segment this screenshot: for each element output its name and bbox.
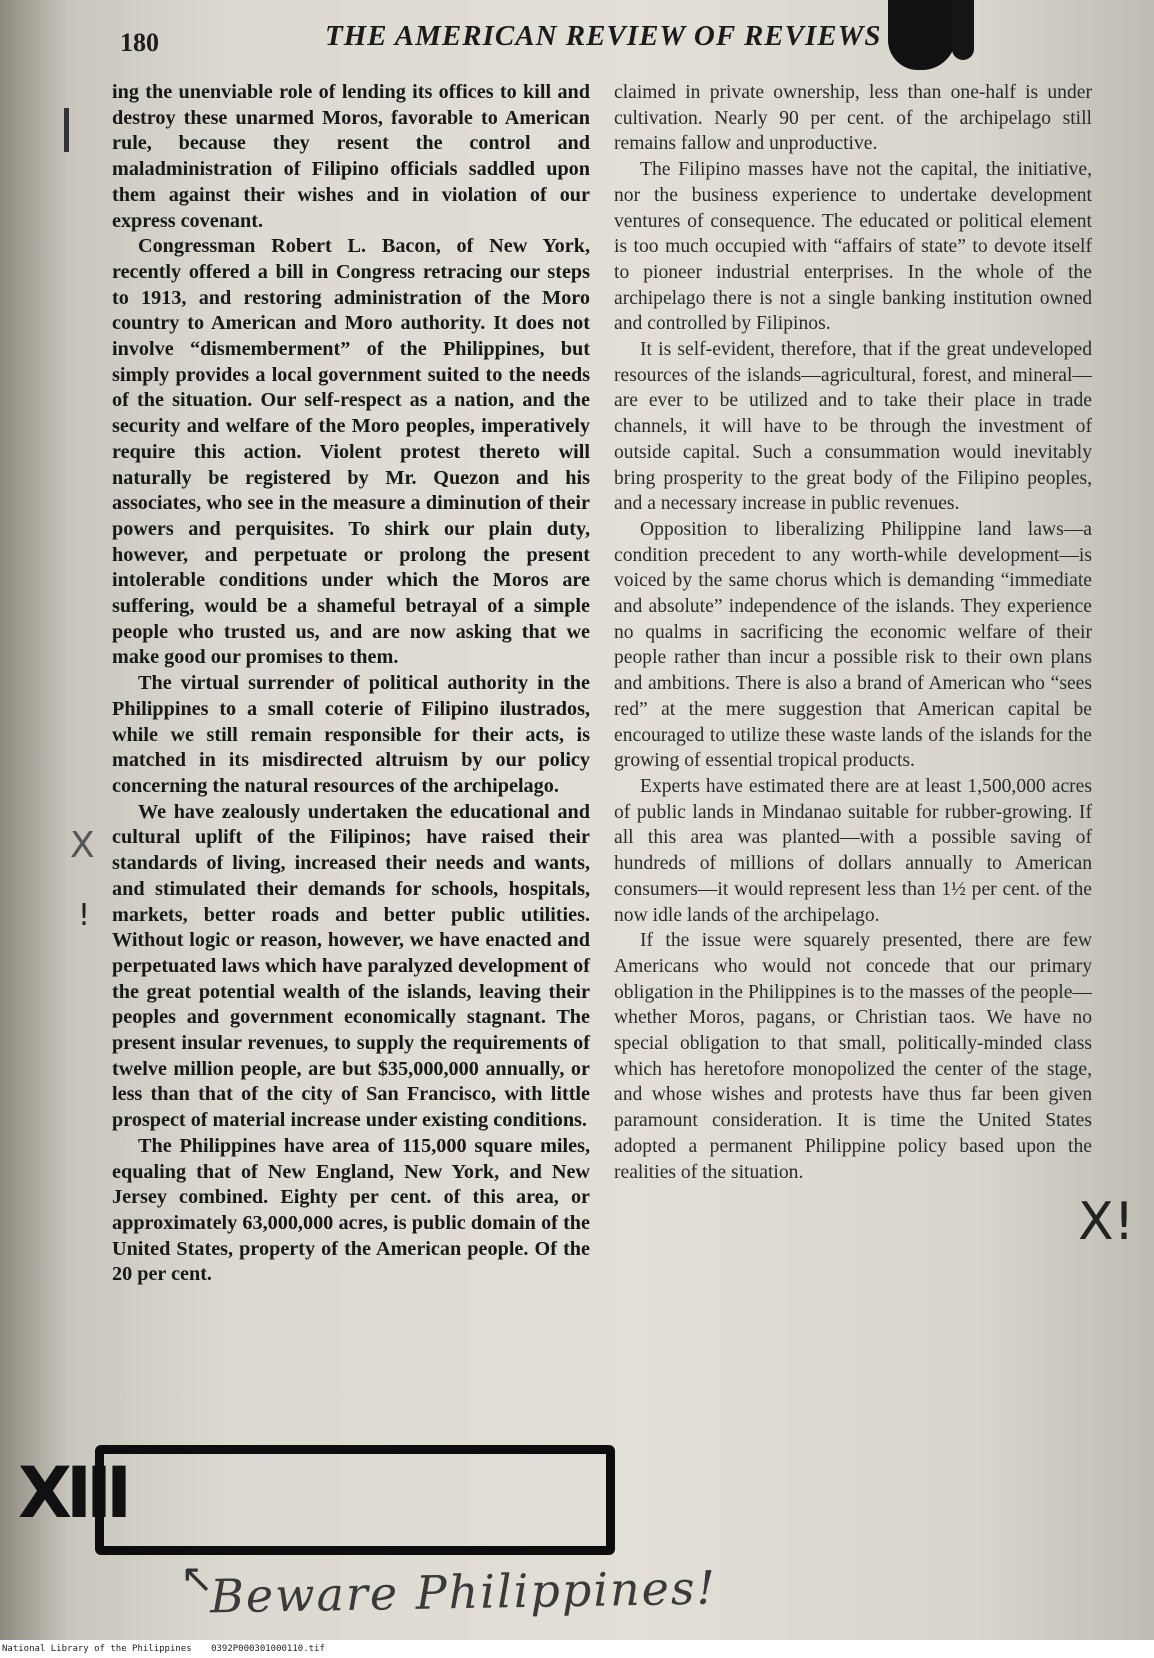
paragraph: We have zealously undertaken the educational and cultural uplift of the Filipinos; have raised their standards of living, increased their needs and wants, and stimulated their demands for schools, hospitals, markets, better roads and better public utilities. Without logic or reason, however, we have enacted and perpetuated laws which have paralyzed development of the great potential wealth of the islands, leaving their peoples and government economically stagnant. The present insular revenues, to supply the requirements of twelve million people, are but $35,000,000 annually, or less than that of the city of San Francisco, with little prospect of material increase under existing conditions. [112, 800, 590, 1132]
ink-blot [952, 0, 974, 60]
page-number: 180 [120, 28, 159, 57]
footer-strip [0, 1640, 1154, 1658]
paragraph: Congressman Robert L. Bacon, of New York, recently offered a bill in Congress retracing our steps to 1913, and restoring administration of the Moro country to American and Moro authority. It does not involve “dismemberment” of the Philippines, but simply provides a local government suited to the needs of the situation. Our self-respect as a nation, and the security and welfare of the Moro peoples, imperatively require this action. Violent protest thereto will naturally be registered by Mr. Quezon and his associates, who see in the measure a diminution of their powers and perquisites. To shirk our plain duty, however, and perpetuate or prolong the present intolerable conditions under which the Moros are suffering, would be a shameful betrayal of a simple people who trusted us, and are now asking that we make good our promises to them. [112, 235, 590, 669]
paragraph: The Philippines have area of 115,000 square miles, equaling that of New England, New York, and New Jersey combined. Eighty per cent. of this area, or approximately 63,000,000 acres, is public domain of the United States, property of the American people. Of the 20 per cent. [112, 1134, 590, 1286]
left-column [112, 80, 590, 1288]
paragraph: claimed in private ownership, less than one-half is under cultivation. Nearly 90 per cent. of the archipelago still remains fallow and unproductive. [614, 82, 1092, 155]
paragraph: If the issue were squarely presented, there are few Americans who would not concede that our primary obligation in the Philippines is to the masses of the people—whether Moros, pagans, or Christian taos. We have no special obligation to that small, politically-minded class which has heretofore monopolized the center of the stage, and whose wishes and protests have thus far been given paramount consideration. It is time the United States adopted a permanent Philippine policy based upon the realities of the situation. [614, 930, 1092, 1183]
margin-roman-mark: XIII [18, 1452, 127, 1534]
right-column [614, 80, 1092, 1185]
running-head: THE AMERICAN REVIEW OF REVIEWS [325, 20, 882, 52]
margin-exclaim-mark: ! [78, 898, 91, 933]
ink-blot [888, 0, 956, 70]
paragraph: The virtual surrender of political authority in the Philippines to a small coterie of Filipino ilustrados, while we still remain responsible for their acts, is matched in its misdirected altruism by our policy concerning the natural resources of the archipelago. [112, 672, 590, 797]
paragraph: Opposition to liberalizing Philippine land laws—a condition precedent to any worth-while development—is voiced by the same chorus which is demanding “immediate and absolute” independence of the islands. They experience no qualms in sacrificing the economic welfare of their people rather than incur a possible risk to their own plans and ambitions. There is also a brand of American who “sees red” at the mere suggestion that American capital be encouraged to utilize these waste lands of the islands for the growing of essential tropical products. [614, 518, 1092, 772]
margin-x-exclaim-mark: X! [1078, 1192, 1135, 1252]
annotation-box [95, 1445, 615, 1555]
arrow-icon: ↖ [180, 1556, 214, 1602]
margin-stroke [64, 108, 69, 152]
footer-library: National Library of the Philippines [2, 1644, 192, 1654]
footer-file-id: 0392P000301000110.tif [211, 1644, 325, 1654]
paragraph: It is self-evident, therefore, that if the great undeveloped resources of the islands—agricultural, forest, and mineral—are ever to be utilized and to take their place in trade channels, it will have to be through the investment of outside capital. Such a consummation would inevitably bring prosperity to the great body of the Filipino peoples, and a necessary increase in public revenues. [614, 339, 1092, 515]
paragraph: ing the unenviable role of lending its offices to kill and destroy these unarmed Moros, favorable to American rule, because they resent the control and maladministration of Filipino officials saddled upon them against their wishes and in violation of our express covenant. [112, 81, 590, 232]
margin-x-mark: X [70, 825, 95, 866]
handwritten-note: Beware Philippines! [209, 1560, 718, 1624]
paragraph: Experts have estimated there are at least 1,500,000 acres of public lands in Mindanao suitable for rubber-growing. If all this area was planted—with a possible saving of hundreds of millions of dollars annually to American consumers—it would represent less than 1½ per cent. of the now idle lands of the archipelago. [614, 775, 1092, 926]
paragraph: The Filipino masses have not the capital, the initiative, nor the business experience to undertake development ventures of consequence. The educated or political element is too much occupied with “affairs of state” to devote itself to pioneer industrial enterprises. In the whole of the archipelago there is not a single banking institution owned and controlled by Filipinos. [614, 159, 1092, 335]
